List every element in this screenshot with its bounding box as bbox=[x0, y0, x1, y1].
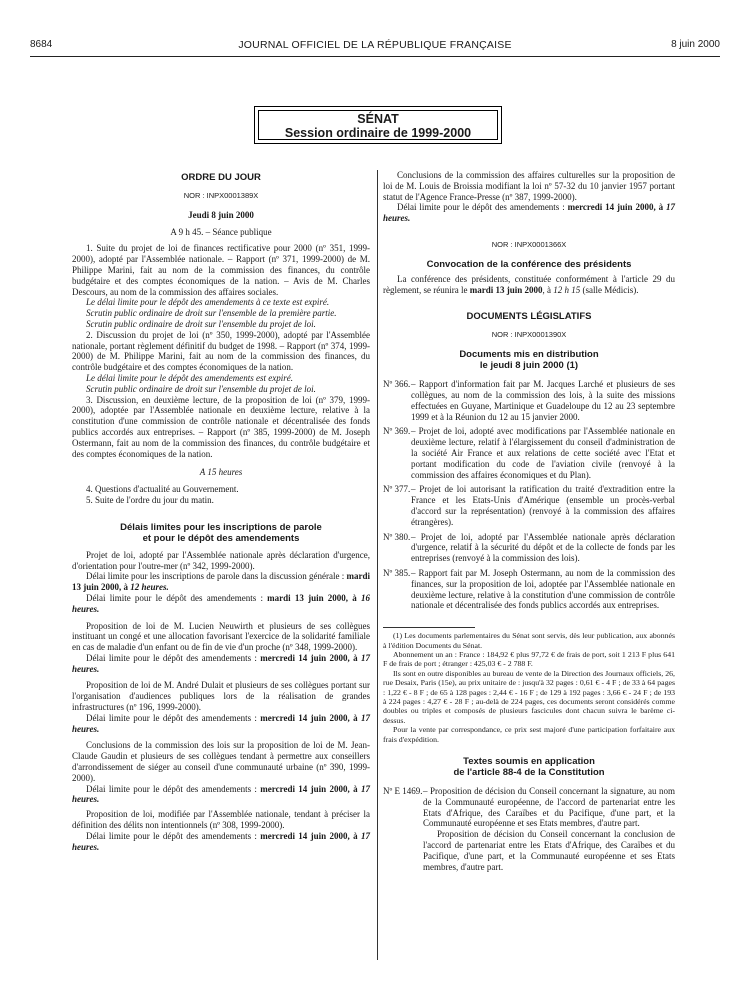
document-item: Nº E 1469. – Proposition de décision du Conseil concernant la signature, au nom de la Communauté européenne, de l'accord de partenariat entre les Etats d'Afrique, des Caraïbes et du Pacifique, d'une part, et la Communauté européenne et ses Etats membres, d'autre part. bbox=[383, 785, 675, 829]
deadline-line: Délai limite pour le dépôt des amendements : mardi 13 juin 2000, à 16 heures. bbox=[72, 592, 370, 614]
deadline-line: Délai limite pour le dépôt des amendements : mercredi 14 juin 2000, à 17 heures. bbox=[72, 712, 370, 734]
conference-heading: Convocation de la conférence des présidents bbox=[426, 258, 632, 270]
document-item: Nº 385. – Rapport fait par M. Joseph Ostermann, au nom de la commission des finances, sur la proposition de loi, adoptée par l'Assemblée nationale en deuxième lecture, relative à la constitution d'une commission de contrôle nationale et décentralisée des fonds publics accordés aux entreprises. bbox=[383, 567, 675, 611]
agenda-item-2: 2. Discussion du projet de loi (nº 350, 1999-2000), adopté par l'Assemblée nationale, portant règlement définitif du budget de 1998. – Rapport (nº 374, 1999-2000) de M. Philippe Marini, fait au nom de la commission des finances, du contrôle budgétaire et des comptes économiques de la nation. bbox=[72, 329, 370, 373]
senat-title-box bbox=[254, 106, 502, 144]
deadline-text: Proposition de loi de M. Lucien Neuwirth et plusieurs de ses collègues instituant un congé et une allocation favorisant l'exercice de la solidarité familiale en cas de maladie d'un enfant ou de fin de vie d'un proche (nº 348, 1999-2000). bbox=[72, 620, 370, 653]
agenda-item-3: 3. Discussion, en deuxième lecture, de la proposition de loi (nº 379, 1999-2000), adoptée par l'Assemblée nationale en deuxième lecture, relative à la constitution d'une commission de contrôle nationale et décentralisée des fonds publics accordés aux entreprises. – Rapport (nº 385, 1999-2000) de M. Joseph Ostermann, fait au nom de la commission des finances, du contrôle budgétaire et des comptes économiques de la nation. bbox=[72, 394, 370, 459]
deadline-text: Proposition de loi de M. André Dulait et plusieurs de ses collègues portant sur l'organisation d'audiences publiques lors de la réalisation de grandes infrastructures (nº 196, 1999-2000). bbox=[72, 680, 370, 713]
footnote: Pour la vente par correspondance, ce prix sest majoré d'une participation forfaitaire aux frais d'expédition. bbox=[383, 725, 675, 744]
agenda-item-4: 4. Questions d'actualité au Gouvernement. bbox=[86, 484, 239, 495]
deadline-line: Délai limite pour le dépôt des amendements : mercredi 14 juin 2000, à 17 heures. bbox=[383, 202, 675, 224]
conference-text: La conférence des présidents, constituée conformément à l'article 29 du règlement, se réunira le mardi 13 juin 2000, à 12 h 15 (salle Médicis). bbox=[383, 273, 675, 295]
footnote: Abonnement un an : France : 184,92 € plus 97,72 € de frais de port, soit 1 213 F plus 641 F de frais de port ; étranger : 425,03 € - 2 788 F. bbox=[383, 649, 675, 669]
document-item: Nº 366. – Rapport d'information fait par M. Jacques Larché et plusieurs de ses collègues, au nom de la commission des lois, à la suite des missions effectuées en Guyane, Martinique et Guadeloupe du 12 au 23 septembre 1999 et à la Réunion du 12 au 15 janvier 2000. bbox=[383, 379, 675, 422]
nor-code: NOR : INPX0001366X bbox=[491, 239, 567, 249]
column-divider bbox=[377, 170, 378, 960]
delais-heading: Délais limites pour les inscriptions de parole et pour le dépôt des amendements bbox=[120, 521, 322, 544]
documents-heading: DOCUMENTS LÉGISLATIFS bbox=[466, 311, 592, 323]
header-rule bbox=[30, 56, 720, 57]
deadline-line: Délai limite pour les inscriptions de parole dans la discussion générale : mardi 13 juin 2000, à 12 heures. bbox=[72, 571, 370, 593]
deadline-line: Délai limite pour le dépôt des amendements : mercredi 14 juin 2000, à 17 heures. bbox=[72, 783, 370, 805]
issue-date: 8 juin 2000 bbox=[671, 39, 720, 50]
deadline-text: Projet de loi, adopté par l'Assemblée nationale après déclaration d'urgence, d'orientation pour l'outre-mer (nº 342, 1999-2000). bbox=[72, 549, 370, 571]
agenda-note: Scrutin public ordinaire de droit sur l'ensemble du projet de loi. bbox=[86, 318, 316, 329]
nor-code: NOR : INPX0001390X bbox=[491, 330, 567, 340]
footnote: (1) Les documents parlementaires du Sénat sont servis, dès leur publication, aux abonnés à l'édition Documents du Sénat. bbox=[383, 631, 675, 650]
conclusions-text: Conclusions de la commission des affaires culturelles sur la proposition de loi de M. Louis de Broissia modifiant la loi nº 57-32 du 10 janvier 1957 portant statut de l'Agence France-Presse (nº 387, 1999-2000). bbox=[383, 170, 675, 202]
page-number: 8684 bbox=[30, 39, 53, 50]
session-day: Jeudi 8 juin 2000 bbox=[188, 209, 254, 220]
agenda-note: Le délai limite pour le dépôt des amendements à ce texte est expiré. bbox=[86, 297, 330, 308]
document-item-cont: Proposition de décision du Conseil concernant la conclusion de l'accord de partenariat entre les Etats d'Afrique, des Caraïbes et du Pacifique, d'une part, et la Communauté européenne et ses Etats membres, d'autre part. bbox=[423, 829, 675, 872]
agenda-item-1: 1. Suite du projet de loi de finances rectificative pour 2000 (nº 351, 1999-2000), adopté par l'Assemblée nationale. – Rapport (nº 371, 1999-2000) de M. Philippe Marini, fait au nom de la commission des finances, du contrôle budgétaire et des comptes économiques de la nation. – Avis de M. Charles Descours, au nom de la commission des affaires sociales. bbox=[72, 243, 370, 297]
textes-heading: Textes soumis en application de l'article 88-4 de la Constitution bbox=[453, 755, 605, 778]
deadline-text: Proposition de loi, modifiée par l'Assemblée nationale, tendant à préciser la définition des délits non intentionnels (nº 308, 1999-2000). bbox=[72, 809, 370, 831]
footnotes bbox=[383, 631, 675, 744]
distribution-heading: Documents mis en distribution le jeudi 8 juin 2000 (1) bbox=[459, 349, 599, 372]
footnote-rule bbox=[383, 627, 475, 628]
document-item: Nº 369. – Projet de loi, adopté avec modifications par l'Assemblée nationale en deuxième lecture, relatif à l'élargissement du conseil d'administration de la société Air France et aux relations de cette société avec l'Etat et portant modification du code de l'aviation civile (renvoyé à la commission des affaires économiques et du Plan). bbox=[383, 426, 675, 480]
left-column bbox=[72, 172, 370, 852]
footnote: Ils sont en outre disponibles au bureau de vente de la Direction des Journaux officiels, 26, rue Desaix, Paris (15e), au prix unitaire de : jusqu'à 32 pages : 0,61 € - 4 F ; de 33 à 64 pages : 1,22 € - 8 F ; de 65 à 128 pages : 2,44 € - 16 F ; de 129 à 192 pages : 3,66 € - 24 F ; de 193 à 224 pages : 4,27 € - 28 F ; au-delà de 224 pages, ces documents seront considérés comme doubles ou triples et composés de plusieurs fascicules dont chacun suivra le barème ci-dessus. bbox=[383, 668, 675, 725]
session-title: Session ordinaire de 1999-2000 bbox=[284, 126, 472, 140]
senat-title: SÉNAT bbox=[357, 112, 399, 126]
document-item: Nº 377. – Projet de loi autorisant la ratification du traité d'extradition entre la France et les Etats-Unis d'Amérique (ensemble un procès-verbal d'accord sur la représentation) (renvoyé à la commission des affaires étrangères). bbox=[383, 484, 675, 527]
right-column bbox=[383, 170, 675, 872]
nor-code: NOR : INPX0001389X bbox=[183, 191, 259, 200]
journal-title: JOURNAL OFFICIEL DE LA RÉPUBLIQUE FRANÇAISE bbox=[238, 39, 512, 51]
agenda-note: Scrutin public ordinaire de droit sur l'ensemble de la première partie. bbox=[86, 308, 337, 319]
session-time-morning: A 9 h 45. – Séance publique bbox=[170, 226, 272, 237]
running-header bbox=[30, 39, 720, 55]
session-time-afternoon: A 15 heures bbox=[199, 467, 243, 478]
deadline-text: Conclusions de la commission des lois sur la proposition de loi de M. Jean-Claude Gaudin et plusieurs de ses collègues tendant à permettre aux conseillers d'arrondissement de siéger au conseil d'une communauté urbaine (nº 390, 1999-2000). bbox=[72, 740, 370, 783]
deadline-line: Délai limite pour le dépôt des amendements : mercredi 14 juin 2000, à 17 heures. bbox=[72, 830, 370, 852]
agenda-note: Le délai limite pour le dépôt des amendements est expiré. bbox=[86, 372, 293, 383]
document-item: Nº 380. – Projet de loi, adopté par l'Assemblée nationale après déclaration d'urgence, relatif à la sécurité du dépôt et de la collecte de fonds par les entreprises (renvoyé à la commission des lois). bbox=[383, 531, 675, 564]
agenda-note: Scrutin public ordinaire de droit sur l'ensemble du projet de loi. bbox=[86, 383, 316, 394]
agenda-item-5: 5. Suite de l'ordre du jour du matin. bbox=[86, 494, 214, 505]
deadline-line: Délai limite pour le dépôt des amendements : mercredi 14 juin 2000, à 17 heures. bbox=[72, 652, 370, 674]
ordre-du-jour-heading: ORDRE DU JOUR bbox=[181, 172, 261, 183]
